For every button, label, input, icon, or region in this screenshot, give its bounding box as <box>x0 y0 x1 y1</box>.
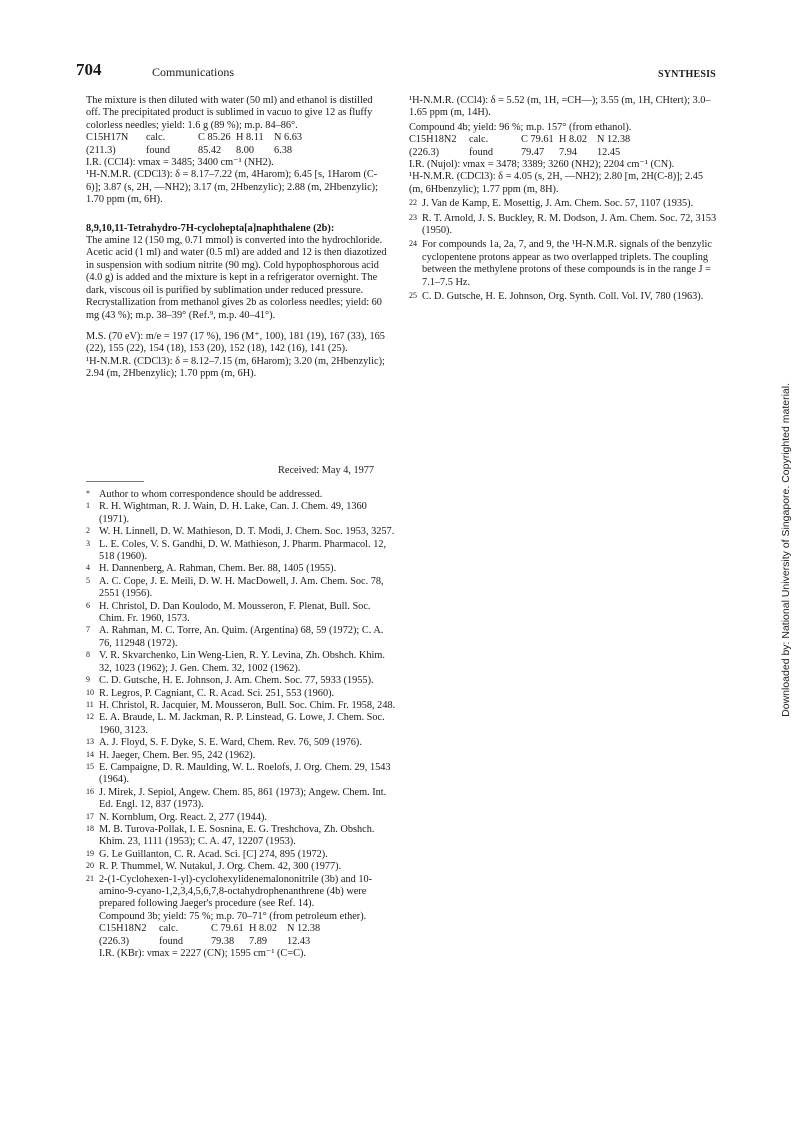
footnote-mark: 12 <box>86 712 94 722</box>
footnote-item <box>86 563 396 575</box>
footnote-item <box>86 675 396 687</box>
footnote-list <box>86 489 396 960</box>
footnote-item <box>409 239 719 289</box>
footnote-mark: 15 <box>86 761 94 771</box>
footnote-text: M. B. Turova-Pollak, I. E. Sosnina, E. G. Treshchova, Zh. Obshch. Khim. 23, 1111 (1953); C. A. 47, 12207 (1953). <box>99 823 375 848</box>
footnote-item <box>86 539 396 564</box>
footnote-mark: 21 <box>86 873 94 883</box>
footnote-text: E. Campaigne, D. R. Maulding, W. L. Roelofs, J. Org. Chem. 29, 1543 (1964). <box>99 761 391 786</box>
download-watermark: Downloaded by: National University of Singapore. Copyrighted material. <box>780 383 792 717</box>
footnote-text: A. C. Cope, J. E. Meili, D. W. H. MacDowell, J. Am. Chem. Soc. 78, 2551 (1956). <box>99 575 384 600</box>
footnote-item <box>86 650 396 675</box>
footnote-text: H. Christol, D. Dan Koulodo, M. Mousseron, F. Plenat, Bull. Soc. Chim. Fr. 1960, 1573. <box>99 600 371 625</box>
footnote-text: C. D. Gutsche, H. E. Johnson, Org. Synth. Coll. Vol. IV, 780 (1963). <box>422 291 704 303</box>
footnote-mark: 25 <box>409 291 417 301</box>
ir-data-4b: I.R. (Nujol): νmax = 3478; 3389; 3260 (NH2); 2204 cm⁻¹ (CN). <box>409 159 675 171</box>
procedure-paragraph: The mixture is then diluted with water (50 ml) and ethanol is distilled off. The precipitated product is sublimed in vacuo to give 12 as fluffy colorless needles; yield: 1.6 g (89 %); m.p. 84–86°. <box>86 95 373 131</box>
footnote-text: H. Christol, R. Jacquier, M. Mousseron, Bull. Soc. Chim. Fr. 1958, 248. <box>99 699 396 711</box>
compound-3b: Compound 3b; yield: 75 %; m.p. 70–71° (from petroleum ether). <box>99 910 367 922</box>
footnote-text: Author to whom correspondence should be addressed. <box>99 489 323 500</box>
footnote-item <box>86 737 396 749</box>
footnote-mark: 17 <box>86 811 94 821</box>
footnote-text: E. A. Braude, L. M. Jackman, R. P. Linstead, G. Lowe, J. Chem. Soc. 1960, 3123. <box>99 712 385 736</box>
footnote-text: R. H. Wightman, R. J. Wain, D. H. Lake, Can. J. Chem. 49, 1360 (1971). <box>99 501 367 525</box>
nmr-data-4b: ¹H-N.M.R. (CDCl3): δ = 4.05 (s, 2H, —NH2); 2.80 [m, 2H(C-8)]; 2.45 (m, 6Hbenzylic); 1.77 ppm (m, 8H). <box>409 171 704 195</box>
footnote-text: H. Dannenberg, A. Rahman, Chem. Ber. 88, 1405 (1955). <box>99 563 337 575</box>
footnote-text: A. J. Floyd, S. F. Dyke, S. E. Ward, Chem. Rev. 76, 509 (1976). <box>99 737 362 749</box>
footnote-mark: 16 <box>86 786 94 796</box>
footnote-mark: 9 <box>86 675 90 685</box>
footnote-text: G. Le Guillanton, C. R. Acad. Sci. [C] 274, 895 (1972). <box>99 848 328 860</box>
footnote-text: V. R. Skvarchenko, Lin Weng-Lien, R. Y. Levina, Zh. Obshch. Khim. 32, 1023 (1962); J. Gen. Chem. 32, 1002 (1962). <box>99 650 385 674</box>
footnote-text: H. Jaeger, Chem. Ber. 95, 242 (1962). <box>99 749 256 761</box>
elemental-analysis-4b: C15H18N2 calc. C 79.61 H 8.02 N 12.38 (226.3) found 79.47 7.94 12.45 <box>409 134 631 158</box>
nmr-data-3b: ¹H-N.M.R. (CCl4): δ = 5.52 (m, 1H, =CH—); 3.55 (m, 1H, CHtert); 3.0–1.65 ppm (m, 14H). <box>409 95 711 119</box>
footnote-mark: 6 <box>86 600 90 610</box>
footnote-mark: 19 <box>86 848 94 858</box>
footnote-text: A. Rahman, M. C. Torre, An. Quim. (Argentina) 68, 59 (1972); C. A. 76, 112948 (1972). <box>99 625 384 649</box>
nmr-data-2b: ¹H-N.M.R. (CDCl3): δ = 8.12–7.15 (m, 6Harom); 3.20 (m, 2Hbenzylic); 2.94 (m, 2Hbenzylic); 1.70 ppm (m, 6H). <box>86 355 385 380</box>
elemental-analysis-3b: C15H18N2 calc. C 79.61 H 8.02 N 12.38 (226.3) found 79.38 7.89 12.43 <box>99 923 321 947</box>
footnote-item <box>86 750 396 762</box>
footnote-item <box>86 688 396 700</box>
footnote-mark: 22 <box>409 198 417 208</box>
footnote-item <box>86 576 396 601</box>
ir-data: I.R. (CCl4): νmax = 3485; 3400 cm⁻¹ (NH2). <box>86 157 274 169</box>
footnote-item <box>86 812 396 824</box>
footnote-mark: 14 <box>86 749 94 759</box>
footnote-text: R. Legros, P. Cagniant, C. R. Acad. Sci. 251, 553 (1960). <box>99 687 335 699</box>
footnote-text: L. E. Coles, V. S. Gandhi, D. W. Mathieson, J. Pharm. Pharmacol. 12, 518 (1960). <box>99 538 387 563</box>
footnote-item <box>409 198 719 210</box>
footnote-item <box>86 861 396 873</box>
footnote-mark: 10 <box>86 687 94 697</box>
compound-4b: Compound 4b; yield: 96 %; m.p. 157° (from ethanol). <box>409 121 632 133</box>
footnote-text: C. D. Gutsche, H. E. Johnson, J. Am. Chem. Soc. 77, 5933 (1955). <box>99 675 374 687</box>
nmr-data: ¹H-N.M.R. (CDCl3): δ = 8.17–7.22 (m, 4Harom); 6.45 [s, 1Harom (C-6)]; 3.87 (s, 2H, —NH2); 3.17 (m, 2Hbenzylic); 2.88 (m, 2Hbenzylic); 1.70 ppm (m, 6H). <box>86 169 378 206</box>
footnote-mark: 7 <box>86 625 90 635</box>
footnote-item <box>86 601 396 626</box>
footnote-mark: 18 <box>86 823 94 833</box>
footnote-mark: 11 <box>86 699 94 709</box>
footnote-mark: 2 <box>86 526 90 536</box>
elemental-analysis-12: C15H17N calc. C 85.26 H 8.11 N 6.63 (211.3) found 85.42 8.00 6.38 <box>86 132 303 156</box>
footnote-item <box>86 824 396 849</box>
footnote-mark: 4 <box>86 563 90 573</box>
footnote-item <box>86 762 396 787</box>
footnote-item <box>86 526 396 538</box>
footnote-item <box>409 291 719 303</box>
footnote-text: R. T. Arnold, J. S. Buckley, R. M. Dodson, J. Am. Chem. Soc. 72, 3153 (1950). <box>422 212 717 237</box>
footnote-mark: * <box>86 489 90 498</box>
footnote-text: R. P. Thummel, W. Nutakul, J. Org. Chem. 42, 300 (1977). <box>99 861 342 873</box>
right-column <box>409 95 719 304</box>
footnote-mark: 23 <box>409 212 417 222</box>
footnote-mark: 20 <box>86 861 94 871</box>
footnote-item <box>86 874 396 911</box>
footnote-divider <box>86 481 144 482</box>
footnote-item <box>86 787 396 812</box>
footnote-21-continuation <box>86 911 396 961</box>
procedure-paragraph-2b: The amine 12 (150 mg, 0.71 mmol) is converted into the hydrochloride. Acetic acid (1 ml) and water (0.5 ml) are added and 12 is then diazotized in suspension with sodium nitrite (90 mg). Cold hypophosphorous acid (4.0 g) is added and the mixture is kept in a refrigerator overnight. The dark, viscous oil is purified by sublimation under reduced pressure. Recrystallization from methanol gives 2b as colorless needles; yield: 60 mg (43 %); m.p. 38–39° (Ref.⁹, m.p. 40–41°). <box>86 235 387 321</box>
footnote-text: W. H. Linnell, D. W. Mathieson, D. T. Modi, J. Chem. Soc. 1953, 3257. <box>99 526 395 538</box>
footnote-item <box>86 712 396 737</box>
footnote-mark: 5 <box>86 575 90 585</box>
footnote-mark: 1 <box>86 501 90 511</box>
footnote-text: 2-(1-Cyclohexen-1-yl)-cyclohexylidenemalononitrile (3b) and 10-amino-9-cyano-1,2,3,4,5,6,7,8-octahydrophenanthrene (4b) were prepared following Jaeger's procedure (see Ref. 14). <box>99 873 373 910</box>
ms-data: M.S. (70 eV): m/e = 197 (17 %), 196 (M⁺, 100), 181 (19), 167 (33), 165 (22), 155 (22), 154 (18), 153 (20), 152 (18), 142 (16), 141 (25). <box>86 330 385 355</box>
footnote-item <box>86 700 396 712</box>
footnote-mark: 13 <box>86 737 94 747</box>
journal-name: SYNTHESIS <box>658 69 716 80</box>
footnote-mark: 24 <box>409 239 417 249</box>
ir-data-3b: I.R. (KBr): νmax = 2227 (CN); 1595 cm⁻¹ (C=C). <box>99 948 306 960</box>
footnote-item <box>86 849 396 861</box>
footnote-text: N. Kornblum, Org. React. 2, 277 (1944). <box>99 811 267 823</box>
footnote-list-right <box>409 198 719 303</box>
footnote-mark: 8 <box>86 650 90 660</box>
footnote-text: For compounds 1a, 2a, 7, and 9, the ¹H-N.M.R. signals of the benzylic cyclopentene protons appear as two overlapped triplets. The coupling between the methylene protons of these compounds is in the range J = 7.1–7.5 Hz. <box>422 239 712 288</box>
footnote-item <box>86 501 396 526</box>
footnote-mark: 3 <box>86 538 90 548</box>
footnote-text: J. Mirek, J. Sepiol, Angew. Chem. 85, 861 (1973); Angew. Chem. Int. Ed. Engl. 12, 837 (1973). <box>99 786 387 811</box>
compound-heading: 8,9,10,11-Tetrahydro-7H-cyclohepta[a]naphthalene (2b): <box>86 222 335 234</box>
page-number: 704 <box>76 60 102 79</box>
footnote-item <box>86 625 396 650</box>
left-column <box>86 95 388 381</box>
footnote-text: J. Van de Kamp, E. Mosettig, J. Am. Chem. Soc. 57, 1107 (1935). <box>422 198 694 210</box>
received-date: Received: May 4, 1977 <box>278 465 375 476</box>
section-title: Communications <box>152 65 234 79</box>
footnote-item <box>86 489 396 501</box>
footnote-item <box>409 213 719 238</box>
